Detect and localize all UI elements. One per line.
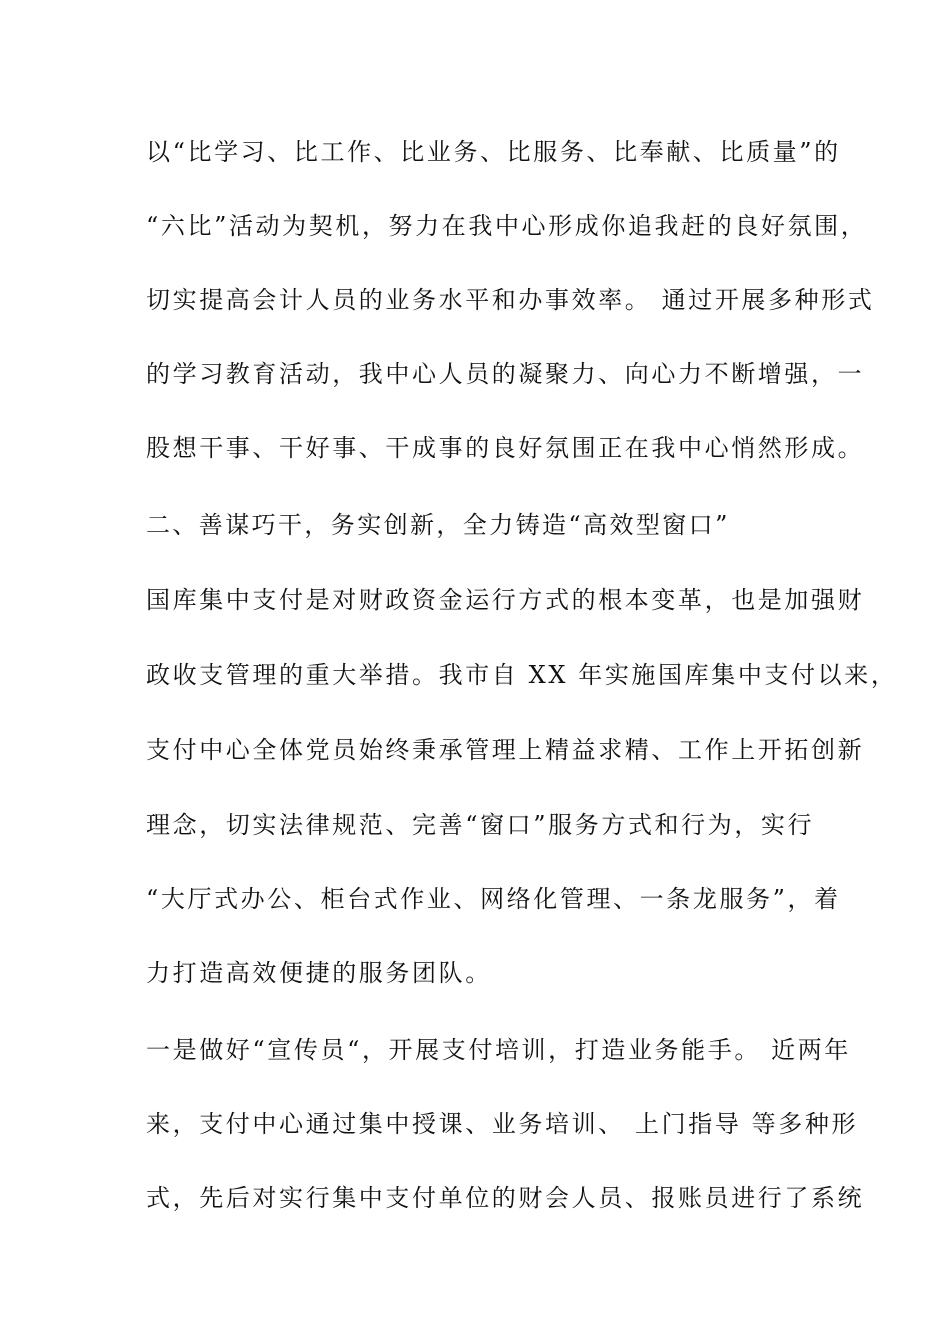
paragraph-line: 的学习教育活动，我中心人员的凝聚力、向心力不断增强，一 xyxy=(146,360,865,388)
paragraph-line: 以“比学习、比工作、比业务、比服务、比奉献、比质量”的 xyxy=(146,138,841,166)
paragraph-line: 理念，切实法律规范、完善“窗口”服务方式和行为，实行 xyxy=(146,811,815,839)
paragraph-line: “六比”活动为契机，努力在我中心形成你追我赶的良好氛围， xyxy=(146,212,868,240)
paragraph-line: 一是做好“宣传员“，开展支付培训，打造业务能手。 近两年 xyxy=(146,1036,851,1064)
paragraph-line: 来，支付中心通过集中授课、业务培训、 上门指导 等多种形 xyxy=(146,1110,859,1138)
paragraph-line: 支付中心全体党员始终秉承管理上精益求精、工作上开拓创新 xyxy=(146,736,865,764)
paragraph-line: “大厅式办公、柜台式作业、网络化管理、一条龙服务”，着 xyxy=(146,885,841,913)
paragraph-line: 国库集中支付是对财政资金运行方式的根本变革，也是加强财 xyxy=(146,586,865,614)
paragraph-line: 政收支管理的重大举措。我市自 XX 年实施国库集中支付以来， xyxy=(146,661,898,689)
paragraph-line: 切实提高会计人员的业务水平和办事效率。 通过开展多种形式 xyxy=(146,286,875,314)
paragraph-line: 式，先后对实行集中支付单位的财会人员、报账员进行了系统 xyxy=(146,1184,865,1212)
section-heading: 二、善谋巧干，务实创新，全力铸造“高效型窗口” xyxy=(146,511,730,539)
paragraph-line: 股想干事、干好事、干成事的良好氛围正在我中心悄然形成。 xyxy=(146,434,865,462)
paragraph-line: 力打造高效便捷的服务团队。 xyxy=(146,959,492,987)
